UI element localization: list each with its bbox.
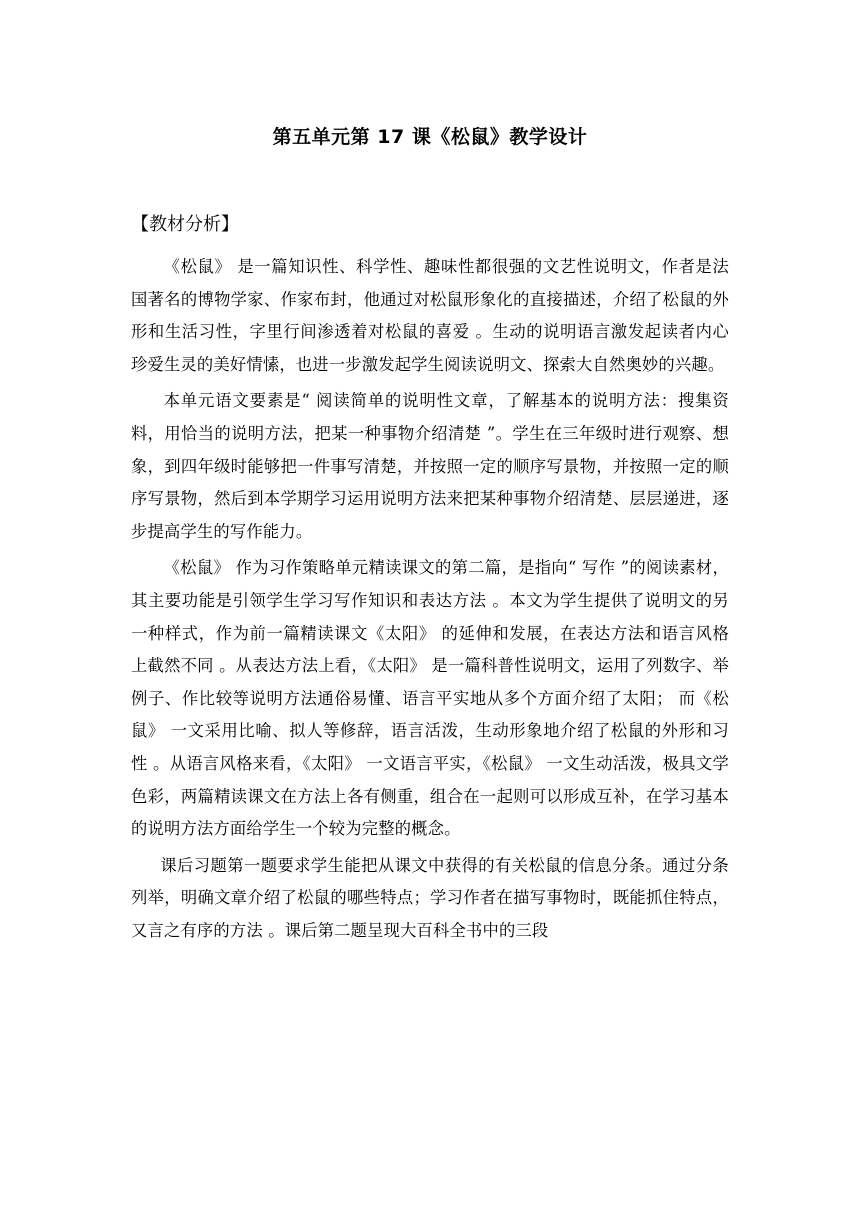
body-paragraph: 《松鼠》 是一篇知识性、科学性、趣味性都很强的文艺性说明文，作者是法国著名的博物学家、作家布封，他通过对松鼠形象化的直接描述，介绍了松鼠的外形和生活习性，字里行间渗透着对松鼠的喜爱 。生动的说明语言激发起读者内心珍爱生灵的美好情愫，也进一步激发起学生阅读说明文、探索大自然奥妙的兴趣。: [131, 257, 729, 374]
body-paragraph: 课后习题第一题要求学生能把从课文中获得的有关松鼠的信息分条。通过分条列举，明确文章介绍了松鼠的哪些特点；学习作者在描写事物时，既能抓住特点，又言之有序的方法 。课后第二题呈现大百科全书中的三段: [131, 855, 729, 940]
section-heading: 【教材分析】: [131, 214, 239, 235]
document-title: 第五单元第 17 课《松鼠》教学设计: [272, 126, 588, 148]
body-paragraph: 本单元语文要素是“ 阅读简单的说明性文章，了解基本的说明方法：搜集资料，用恰当的说明方法，把某一种事物介绍清楚 ”。学生在三年级时进行观察、想象，到四年级时能够把一件事写清楚，并按照一定的顺序写景物，并按照一定的顺序写景物，然后到本学期学习运用说明方法来把某种事物介绍清楚、层层递进，逐步提高学生的写作能力。: [131, 391, 729, 541]
document-body: [131, 251, 729, 951]
body-paragraph: 《松鼠》 作为习作策略单元精读课文的第二篇，是指向“ 写作 ”的阅读素材，其主要功能是引领学生学习写作知识和表达方法 。本文为学生提供了说明文的另一种样式，作为前一篇精读课文《太阳》 的延伸和发展，在表达方法和语言风格上截然不同 。从表达方法上看，《太阳》 是一篇科普性说明文，运用了列数字、举例子、作比较等说明方法通俗易懂、语言平实地从多个方面介绍了太阳； 而《松鼠》 一文采用比喻、拟人等修辞，语言活泼，生动形象地介绍了松鼠的外形和习性 。从语言风格来看，《太阳》 一文语言平实，《松鼠》 一文生动活泼，极具文学色彩，两篇精读课文在方法上各有侧重，组合在一起则可以形成互补，在学习基本的说明方法方面给学生一个较为完整的概念。: [131, 558, 729, 839]
